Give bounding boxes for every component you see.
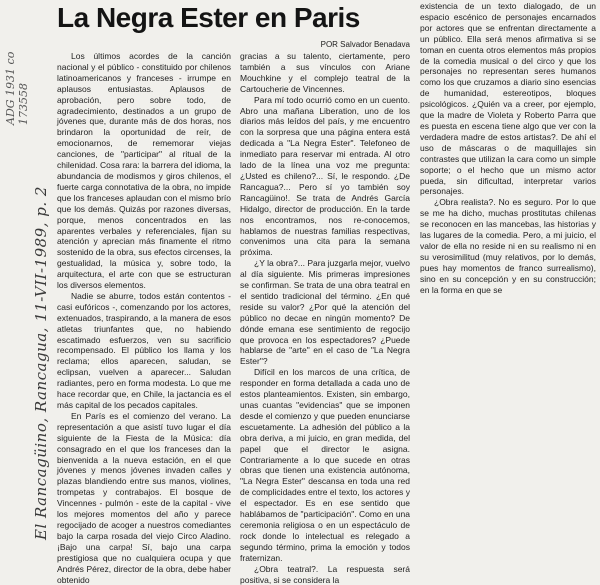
handwritten-margin-annotation <box>0 40 50 548</box>
paragraph: Difícil en los marcos de una crítica, de responder en forma detallada a cada uno de estos planteamientos. Existen, sin embargo, unas cuantas "evidencias" que se imponen desde el comienzo y que pueden enunciarse escuetamente. La adhesión del público a la obra deriva, a mi juicio, en gran medida, del papel que el director le asigna. Contrariamente a lo que sucede en otras obras que tienen una existencia autónoma, "La Negra Ester" descansa en toda una red de complicidades entre el texto, los actores y el espectador. Es en ese sentido que hablábamos de "participación". Como en una ceremonia religiosa o en un espectáculo de rock donde lo intelectual es relegado a segundo término, prima la emoción y todos fraternizan. <box>240 367 410 563</box>
blank-paper-area <box>420 340 600 548</box>
source-citation: El Rancagüino, Rancagua, 11-VII-1989, p. 2 <box>32 186 50 540</box>
article-column-2 <box>240 51 410 585</box>
paragraph: En París es el comienzo del verano. La representación a que asistí tuvo lugar el día siguiente de la Fiesta de la Música: día consagrado en el que los franceses dan la bienvenida a la nueva estación, en el que jóvenes y menos jóvenes invaden calles y plazas blandiendo entre sus manos, violines, trompetas y contrabajos. El bosque de Vincennes - pulmón - este de la capital - vive los mejores momentos del año y parece regocijado de acoger a nuestros comediantes bajo la carpa rosada del viejo Circo Aladino. ¡Bajo una carpa! Sí, bajo una carpa prestigiosa que no cualquiera ocupa y que Andrés Pérez, director de la obra, debe haber obtenido <box>57 410 231 585</box>
archive-code: ADG 1931 co 173558 <box>4 51 30 125</box>
paragraph: gracias a su talento, ciertamente, pero también a sus vínculos con Ariane Mouchkine y el complejo teatral de la Cartoucherie de Vincennes. <box>240 51 410 94</box>
paragraph: ¿Obra realista?. No es seguro. Por lo que se me ha dicho, muchas prostitutas chilenas se reconocen en las mancebas, las historias y las lugares de la comedia. Pero, a mi juicio, el valor de ella no reside ni en su realismo ni en su verosimilitud (muy relativos, por lo demás, pues hay momentos de franco surrealismo), sino en su concepción y en su construcción; en la forma en que se <box>420 197 596 295</box>
paragraph: Nadie se aburre, todos están contentos - casi eufóricos -, comenzando por los actores, extenuados, traspirando, a la manera de esos atletas triunfantes que, no habiendo escatimado esfuerzos, ven su sacrificio recompensado. El público los llama y los reclama; ellos aparecen, saludan, se eclipsan, vuelven a aparecer... Saludan radiantes, pero en forma modesta. Lo que me hace recordar que, en Chile, la jactancia es el más capital de los pecados capitales. <box>57 290 231 410</box>
paragraph: existencia de un texto dialogado, de un espacio escénico de personajes encarnados por actores que se enfrentan directamente a un público. Ella será menos afirmativa si se toman en cuenta otros elementos más propios de la comedia musical o del circo y que los personajes no representan seres humanos como los que cruzamos a diario sino esencias de humanidad, estereotipos, bloques psicológicos. ¿Quién va a creer, por ejemplo, que la madre de Violeta y Roberto Parra que es puesta en escena tiene algo que ver con la verdadera madre de estos artistas?. De ahí el uso de máscaras o de maquillajes sin contrastes que utilizan la cara como un simple soporte; o el hecho que un mismo actor pueda, sin dificultad, interpretar varios personajes. <box>420 1 596 197</box>
paragraph: ¿Y la obra?... Para juzgarla mejor, vuelvo al día siguiente. Mis primeras impresiones se confirman. Se trata de una obra teatral en el sentido tradicional del término. ¿En qué reside su valor? ¿Por qué la atención del público no decae en ningún momento? De dónde emana ese sentimiento de regocijo que provoca en los espectadores? ¿Puede hablarse de "arte" en el caso de "La Negra Ester"? <box>240 258 410 367</box>
paragraph: ¿Obra teatral?. La respuesta será positiva, si se considera la <box>240 563 410 585</box>
paragraph: Los últimos acordes de la canción nacional y el público - constituido por chilenos latinoamericanos y franceses - irrumpe en aplausos entusiastas. Aplausos de aprobación, pero sobre todo, de agradecimiento, destinados a un grupo de jóvenes que, durante más de dos horas, nos brindaron la oportunidad de reír, de emocionarnos, de rememorar viejas canciones, de "participar" al ritual de la chilenidad. Cosa rara: la barrera del idioma, la abundancia de modismos y giros chilenos, el fuerte carga connotativa de la obra, no impide que los franceses aplaudan con el mismo brío que los demás. Quizás por razones diversas, porque, menos concentrados en las aparentes verbales y referenciales, fijan su atención y aprecian más finamente el ritmo sostenido de la obra, sus efectos circenses, la gestualidad, la música y, sobre todo, la arquitectura, el arte con que se estructuran los diversos elementos. <box>57 51 231 291</box>
article-column-1 <box>57 51 231 585</box>
paragraph: Para mí todo ocurrió como en un cuento. Abro una mañana Liberation, uno de los diarios más leídos del país, y me encuentro con la sorpresa que una página entera está dedicada a "La Negra Ester". Telefoneo de inmediato para reservar mi entrada. Al otro lado de la línea una voz me pregunta: ¿Usted es chileno?... Sí, le respondo. ¿De Rancagua?... Pero sí yo también soy Rancagüino!. Se trata de Andrés García Hidalgo, director de producción. En la tarde nos encontramos, nos re-conocemos, hablamos de nuestras familias respectivas, convenimos una cita para la semana próxima. <box>240 94 410 258</box>
article-byline: POR Salvador Benadava <box>320 40 410 49</box>
article-headline: La Negra Ester en Paris <box>57 2 360 33</box>
article-column-3 <box>420 1 596 331</box>
